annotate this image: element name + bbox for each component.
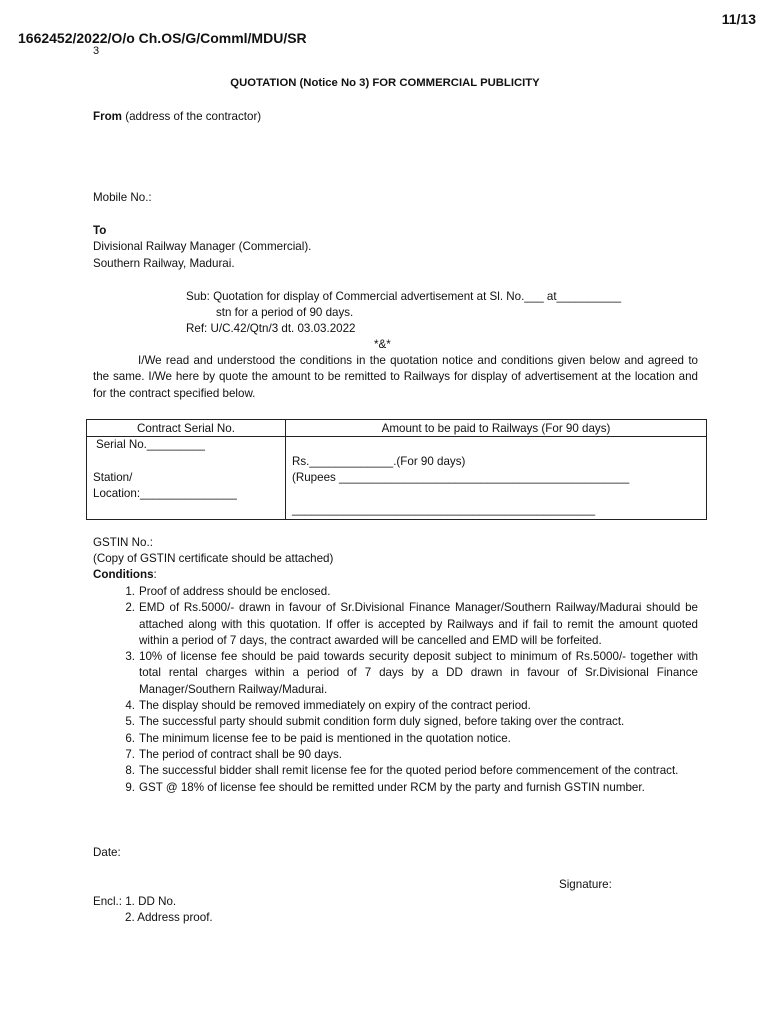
condition-text: The successful bidder shall remit license fee for the quoted period before commencement of the contract. — [139, 764, 679, 778]
condition-item — [93, 731, 698, 747]
subject-line-1: Sub: Quotation for display of Commercial advertisement at Sl. No.___ at__________ — [186, 290, 622, 303]
signature-label: Signature: — [559, 878, 612, 891]
condition-text: The successful party should submit condition form duly signed, before taking over the contract. — [139, 715, 625, 729]
condition-text: Proof of address should be enclosed. — [139, 585, 331, 598]
page-index: 3 — [93, 45, 100, 57]
from-text: (address of the contractor) — [121, 110, 262, 123]
amount-rs-field[interactable]: Rs._____________.(For 90 days) — [292, 455, 466, 468]
condition-number: 8. — [125, 764, 135, 778]
condition-item — [93, 649, 698, 698]
condition-item — [93, 780, 698, 796]
enclosure-line-1: Encl.: 1. DD No. — [93, 895, 177, 908]
to-line-2: Southern Railway, Madurai. — [93, 257, 235, 270]
condition-text: EMD of Rs.5000/- drawn in favour of Sr.Divisional Finance Manager/Southern Railway/Madurai should be attached along with this quotation. If offer is accepted by Railways and if fail to remit the amount quoted within a period of 7 days, the contract awarded will be cancelled and EMD will be forfeited. — [139, 601, 698, 647]
station-label: Station/ — [93, 471, 133, 484]
condition-number: 3. — [125, 650, 135, 664]
conditions-list — [93, 584, 698, 796]
condition-number: 5. — [125, 715, 135, 729]
condition-number: 2. — [125, 601, 135, 615]
condition-text: The display should be removed immediately on expiry of the contract period. — [139, 699, 531, 713]
condition-text: GST @ 18% of license fee should be remitted under RCM by the party and furnish GSTIN number. — [139, 780, 645, 794]
condition-text: The minimum license fee to be paid is mentioned in the quotation notice. — [139, 731, 511, 745]
page-number: 11/13 — [721, 11, 756, 27]
enclosure-line-2: 2. Address proof. — [125, 911, 213, 924]
to-label: To — [93, 224, 107, 237]
intro-paragraph: I/We read and understood the conditions in the quotation notice and conditions given below and agreed to the same. I/We here by quote the amount to be remitted to Railways for display of advertisement at the location and for the contract specified below. — [93, 354, 698, 400]
condition-item — [93, 763, 698, 779]
contract-serial-cell — [87, 437, 286, 520]
condition-number: 1. — [125, 585, 135, 598]
gstin-label: GSTIN No.: — [93, 536, 153, 549]
amount-rupees-field[interactable]: (Rupees _____________________________________________ — [292, 471, 630, 484]
condition-number: 6. — [125, 731, 135, 745]
file-reference: 1662452/2022/O/o Ch.OS/G/Comml/MDU/SR — [18, 30, 307, 46]
condition-item — [93, 747, 698, 763]
amount-cell — [286, 437, 707, 520]
condition-number: 9. — [125, 780, 135, 794]
condition-item — [93, 600, 698, 649]
subject-line-2: stn for a period of 90 days. — [216, 306, 354, 319]
to-line-1: Divisional Railway Manager (Commercial). — [93, 240, 312, 253]
condition-number: 7. — [125, 747, 135, 761]
contract-table — [86, 419, 707, 520]
gstin-note: (Copy of GSTIN certificate should be attached) — [93, 552, 334, 565]
condition-text: The period of contract shall be 90 days. — [139, 747, 343, 761]
from-label: From — [93, 110, 122, 123]
table-header-amount: Amount to be paid to Railways (For 90 days) — [286, 420, 707, 437]
condition-number: 4. — [125, 699, 135, 713]
from-line — [93, 109, 261, 125]
conditions-heading: Conditions: — [93, 568, 157, 581]
location-field[interactable]: Location:_______________ — [93, 487, 237, 500]
separator-mark: *&* — [374, 338, 391, 351]
condition-item — [93, 584, 698, 600]
condition-text: 10% of license fee should be paid towards security deposit subject to minimum of Rs.5000/- together with total rental charges within a period of 7 days by a DD drawn in favour of Sr.Divisional Finance Manager/Southern Railway/Madurai. — [139, 650, 698, 696]
condition-item — [93, 698, 698, 714]
amount-words-line[interactable]: _______________________________________________ — [292, 503, 596, 516]
serial-no-field[interactable]: Serial No._________ — [96, 438, 205, 451]
table-header-serial: Contract Serial No. — [87, 420, 286, 437]
document-title: QUOTATION (Notice No 3) FOR COMMERCIAL PUBLICITY — [230, 77, 540, 89]
reference-line: Ref: U/C.42/Qtn/3 dt. 03.03.2022 — [186, 322, 356, 335]
date-label: Date: — [93, 846, 121, 859]
mobile-label: Mobile No.: — [93, 191, 152, 204]
condition-item — [93, 714, 698, 730]
